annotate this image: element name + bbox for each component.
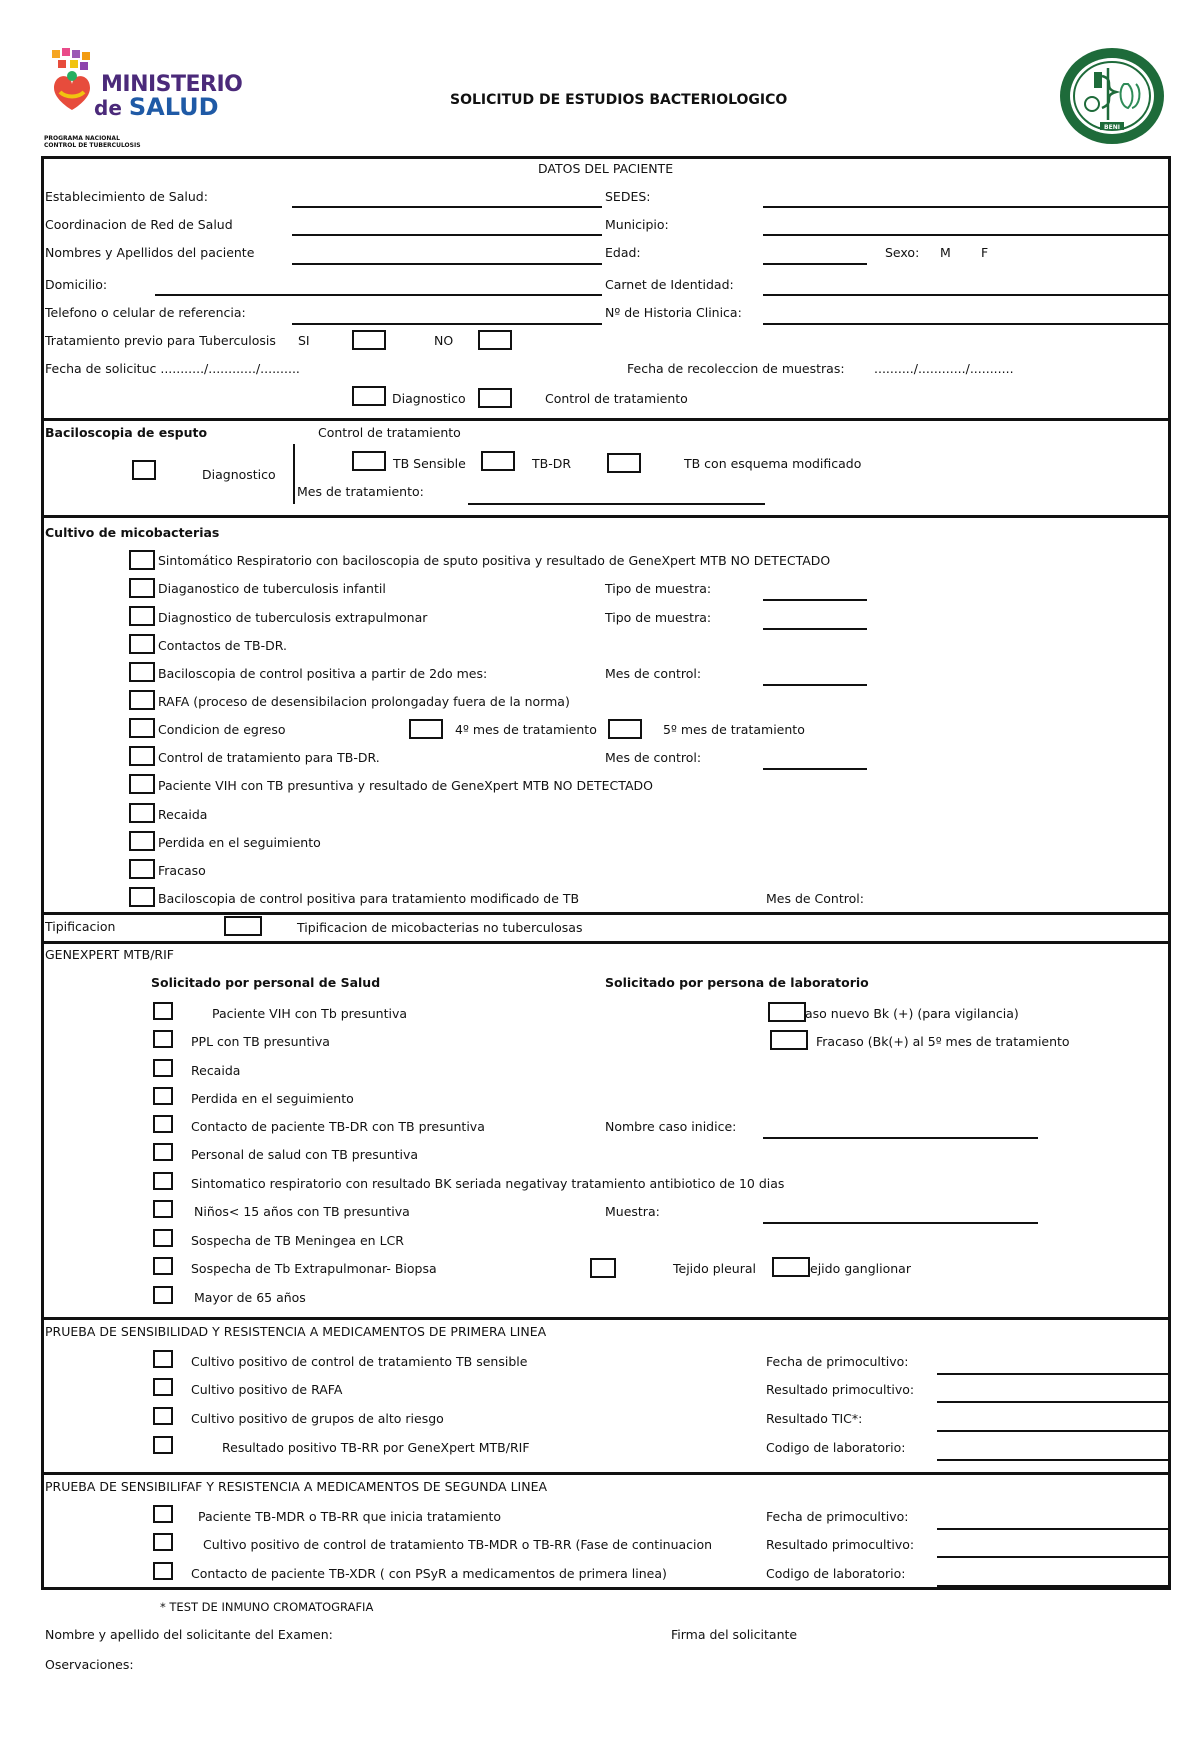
genexpert-title: GENEXPERT MTB/RIF [45,947,174,962]
sedes-label: SEDES: [605,189,651,204]
section-divider [41,515,1169,518]
fecha-recoleccion-field[interactable]: ........../............/........... [874,361,1014,376]
establecimiento-field[interactable] [292,206,602,208]
firma-solicitante-label: Firma del solicitante [671,1627,798,1642]
form-title: SOLICITUD DE ESTUDIOS BACTERIOLOGICO [450,92,788,108]
genexpert-item-4: Perdida en el seguimiento [191,1091,354,1106]
cultivo-item-9: Paciente VIH con TB presuntiva y resultado de GeneXpert MTB NO DETECTADO [158,778,653,793]
primera-item-4: Resultado positivo TB-RR por GeneXpert MTB/RIF [222,1440,530,1455]
fecha-solicitud-label[interactable]: Fecha de solicituc .........../............/.......... [45,361,300,376]
primera-field-label-1: Fecha de primocultivo: [766,1354,909,1369]
municipio-label: Municipio: [605,217,669,232]
muestra-label: Muestra: [605,1204,660,1219]
caso-nuevo-checkbox[interactable] [768,1002,806,1022]
segunda-checkbox-1[interactable] [153,1505,173,1523]
primera-field-2[interactable] [937,1401,1169,1403]
tb-sensible-checkbox[interactable] [352,451,386,471]
genexpert-checkbox-5[interactable] [153,1115,173,1133]
cultivo-checkbox-1[interactable] [129,550,155,570]
tipificacion-label: Tipificacion de micobacterias no tuberculosas [297,920,583,935]
baciloscopia-diagnostico-checkbox[interactable] [132,460,156,480]
cultivo-checkbox-9[interactable] [129,774,155,794]
cultivo-checkbox-3[interactable] [129,606,155,626]
program-name: PROGRAMA NACIONAL CONTROL DE TUBERCULOSIS [44,135,141,149]
segunda-item-3: Contacto de paciente TB-XDR ( con PSyR a medicamentos de primera linea) [191,1566,667,1581]
telefono-field[interactable] [292,323,602,325]
tipo-muestra-label-2: Tipo de muestra: [605,610,712,625]
sexo-m-option[interactable]: M [940,245,951,260]
tratamiento-previo-label: Tratamiento previo para Tuberculosis [45,333,276,348]
cultivo-checkbox-11[interactable] [129,831,155,851]
nombres-field[interactable] [292,263,602,265]
mes-control-label-2: Mes de control: [605,750,702,765]
tejido-ganglionar-checkbox[interactable] [772,1257,810,1277]
cuarto-mes-label: 4º mes de tratamiento [455,722,597,737]
sexo-label: Sexo: [885,245,920,260]
tb-esquema-checkbox[interactable] [607,453,641,473]
establecimiento-label: Establecimiento de Salud: [45,189,208,204]
cultivo-item-1: Sintomático Respiratorio con baciloscopia de sputo positiva y resultado de GeneXpert MTB NO DETECTADO [158,553,831,568]
patient-diagnostico-checkbox[interactable] [352,386,386,406]
footnote-tic: * TEST DE INMUNO CROMATOGRAFIA [160,1600,374,1614]
tratamiento-previo-si-checkbox[interactable] [352,330,386,350]
primera-field-3[interactable] [937,1430,1169,1432]
genexpert-item-1: Paciente VIH con Tb presuntiva [212,1006,408,1021]
primera-item-2: Cultivo positivo de RAFA [191,1382,343,1397]
genexpert-checkbox-11[interactable] [153,1286,173,1304]
cuarto-mes-checkbox[interactable] [409,719,443,739]
segunda-checkbox-2[interactable] [153,1533,173,1551]
genexpert-item-8: Niños< 15 años con TB presuntiva [194,1204,410,1219]
domicilio-field[interactable] [155,294,602,296]
segunda-field-label-1: Fecha de primocultivo: [766,1509,909,1524]
primera-checkbox-3[interactable] [153,1407,173,1425]
cultivo-item-11: Perdida en el seguimiento [158,835,321,850]
genexpert-col2-title: Solicitado por persona de laboratorio [605,975,869,990]
segunda-field-label-2: Resultado primocultivo: [766,1537,915,1552]
domicilio-label: Domicilio: [45,277,108,292]
tejido-pleural-label: Tejido pleural [673,1261,756,1276]
cultivo-checkbox-7[interactable] [129,718,155,738]
genexpert-item-10: Sospecha de Tb Extrapulmonar- Biopsa [191,1261,437,1276]
mes-control-label-3: Mes de Control: [766,891,864,906]
baciloscopia-control-title: Control de tratamiento [318,425,461,440]
sexo-f-option[interactable]: F [981,245,989,260]
cultivo-item-4: Contactos de TB-DR. [158,638,287,653]
coordinacion-label: Coordinacion de Red de Salud [45,217,233,232]
cultivo-item-6: RAFA (proceso de desensibilacion prolongaday fuera de la norma) [158,694,570,709]
patient-control-label: Control de tratamiento [545,391,688,406]
genexpert-item-6: Personal de salud con TB presuntiva [191,1147,419,1162]
primera-field-label-2: Resultado primocultivo: [766,1382,915,1397]
section-divider [41,912,1169,915]
baciloscopia-separator [293,444,295,504]
nombre-caso-label: Nombre caso inidice: [605,1119,737,1134]
cultivo-checkbox-10[interactable] [129,803,155,823]
segunda-linea-title: PRUEBA DE SENSIBILIFAF Y RESISTENCIA A MEDICAMENTOS DE SEGUNDA LINEA [45,1479,548,1494]
segunda-field-label-3: Codigo de laboratorio: [766,1566,906,1581]
cultivo-checkbox-4[interactable] [129,634,155,654]
coordinacion-field[interactable] [292,234,602,236]
tipificacion-title: Tipificacion [45,919,116,934]
segunda-item-1: Paciente TB-MDR o TB-RR que inicia tratamiento [198,1509,502,1524]
nombre-caso-field[interactable] [763,1137,1038,1139]
caso-nuevo-label: aso nuevo Bk (+) (para vigilancia) [805,1006,1019,1021]
patient-diagnostico-label: Diagnostico [392,391,466,406]
edad-label: Edad: [605,245,641,260]
cultivo-checkbox-12[interactable] [129,859,155,879]
genexpert-checkbox-2[interactable] [153,1030,173,1048]
genexpert-item-11: Mayor de 65 años [194,1290,306,1305]
mes-control-field-2[interactable] [763,768,867,770]
tipo-muestra-field-2[interactable] [763,628,867,630]
logo-de-salud: de SALUD [94,93,219,121]
no-label: NO [434,333,454,348]
nombre-solicitante-label: Nombre y apellido del solicitante del Examen: [45,1627,333,1642]
svg-text:BENI: BENI [1104,124,1120,131]
fracaso-bk-checkbox[interactable] [770,1030,808,1050]
mes-tratamiento-field[interactable] [468,503,765,505]
cultivo-item-13: Baciloscopia de control positiva para tratamiento modificado de TB [158,891,580,906]
cultivo-checkbox-5[interactable] [129,662,155,682]
genexpert-checkbox-10[interactable] [153,1257,173,1275]
primera-checkbox-4[interactable] [153,1436,173,1454]
baciloscopia-title: Baciloscopia de esputo [45,425,208,440]
primera-checkbox-2[interactable] [153,1378,173,1396]
cultivo-item-10: Recaida [158,807,208,822]
genexpert-checkbox-7[interactable] [153,1172,173,1190]
segunda-checkbox-3[interactable] [153,1562,173,1580]
fracaso-bk-label: Fracaso (Bk(+) al 5º mes de tratamiento [816,1034,1070,1049]
tb-dr-checkbox[interactable] [481,451,515,471]
section-divider [41,1472,1169,1475]
genexpert-item-9: Sospecha de TB Meningea en LCR [191,1233,404,1248]
patient-section-title: DATOS DEL PACIENTE [538,161,674,176]
primera-linea-title: PRUEBA DE SENSIBILIDAD Y RESISTENCIA A MEDICAMENTOS DE PRIMERA LINEA [45,1324,547,1339]
edad-field[interactable] [763,263,867,265]
genexpert-item-2: PPL con TB presuntiva [191,1034,330,1049]
genexpert-checkbox-6[interactable] [153,1143,173,1161]
municipio-field[interactable] [763,234,1171,236]
quinto-mes-label: 5º mes de tratamiento [663,722,805,737]
segunda-item-2: Cultivo positivo de control de tratamiento TB-MDR o TB-RR (Fase de continuacion [203,1537,713,1552]
mes-control-label-1: Mes de control: [605,666,702,681]
primera-field-label-4: Codigo de laboratorio: [766,1440,906,1455]
patient-control-checkbox[interactable] [478,388,512,408]
section-divider [41,418,1169,421]
primera-item-3: Cultivo positivo de grupos de alto riesgo [191,1411,444,1426]
logo-ministerio: MINISTERIO [101,72,243,97]
primera-item-1: Cultivo positivo de control de tratamiento TB sensible [191,1354,528,1369]
genexpert-checkbox-9[interactable] [153,1229,173,1247]
cultivo-checkbox-6[interactable] [129,690,155,710]
genexpert-item-5: Contacto de paciente TB-DR con TB presuntiva [191,1119,485,1134]
genexpert-checkbox-1[interactable] [153,1002,173,1020]
carnet-label: Carnet de Identidad: [605,277,734,292]
section-divider [41,941,1169,944]
cultivo-item-5: Baciloscopia de control positiva a partir de 2do mes: [158,666,488,681]
historia-field[interactable] [763,323,1171,325]
genexpert-col1-title: Solicitado por personal de Salud [151,975,381,990]
quinto-mes-checkbox[interactable] [608,719,642,739]
primera-field-4[interactable] [937,1459,1169,1461]
tipo-muestra-field-1[interactable] [763,599,867,601]
cultivo-checkbox-8[interactable] [129,746,155,766]
genexpert-checkbox-3[interactable] [153,1059,173,1077]
cultivo-item-12: Fracaso [158,863,206,878]
tb-sensible-label: TB Sensible [393,456,466,471]
primera-checkbox-1[interactable] [153,1350,173,1368]
mes-control-field-1[interactable] [763,684,867,686]
primera-field-label-3: Resultado TIC*: [766,1411,863,1426]
tb-dr-label: TB-DR [532,456,572,471]
cultivo-checkbox-13[interactable] [129,887,155,907]
genexpert-checkbox-4[interactable] [153,1087,173,1105]
cultivo-item-2: Diaganostico de tuberculosis infantil [158,581,386,596]
tipificacion-checkbox[interactable] [224,916,262,936]
si-label: SI [298,333,310,348]
tb-esquema-label: TB con esquema modificado [684,456,862,471]
mes-tratamiento-label: Mes de tratamiento: [297,484,424,499]
tejido-ganglionar-label: ejido ganglionar [810,1261,911,1276]
segunda-field-3[interactable] [937,1585,1169,1587]
tipo-muestra-label-1: Tipo de muestra: [605,581,712,596]
cultivo-title: Cultivo de micobacterias [45,525,220,540]
genexpert-item-3: Recaida [191,1063,241,1078]
nombres-label: Nombres y Apellidos del paciente [45,245,255,260]
carnet-field[interactable] [763,294,1171,296]
segunda-field-2[interactable] [937,1556,1169,1558]
tratamiento-previo-no-checkbox[interactable] [478,330,512,350]
baciloscopia-diagnostico-label: Diagnostico [202,467,276,482]
genexpert-item-7: Sintomatico respiratorio con resultado BK seriada negativay tratamiento antibiotico de 10 dias [191,1176,785,1191]
cultivo-item-7: Condicion de egreso [158,722,286,737]
segunda-field-1[interactable] [937,1528,1169,1530]
muestra-field[interactable] [763,1222,1038,1224]
tejido-pleural-checkbox[interactable] [590,1258,616,1278]
historia-label: Nº de Historia Clinica: [605,305,742,320]
primera-field-1[interactable] [937,1373,1169,1375]
cultivo-item-8: Control de tratamiento para TB-DR. [158,750,380,765]
fecha-recoleccion-label: Fecha de recoleccion de muestras: [627,361,845,376]
telefono-label: Telefono o celular de referencia: [45,305,246,320]
observaciones-label: Oservaciones: [45,1657,134,1672]
cultivo-item-3: Diagnostico de tuberculosis extrapulmonar [158,610,428,625]
cultivo-checkbox-2[interactable] [129,578,155,598]
section-divider [41,1317,1169,1320]
genexpert-checkbox-8[interactable] [153,1200,173,1218]
sedes-field[interactable] [763,206,1171,208]
